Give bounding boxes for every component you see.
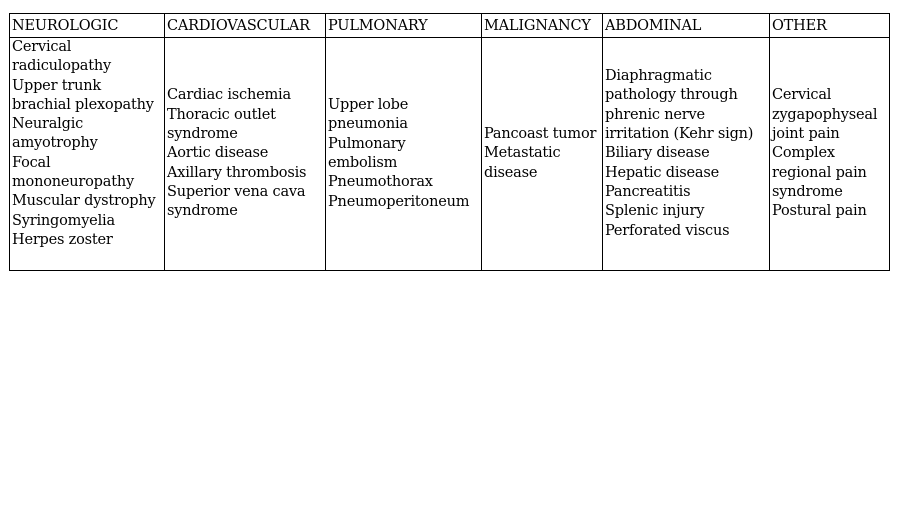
list-item: Upper trunk brachial plexopathy (12, 77, 154, 113)
header-cardiovascular: CARDIOVASCULAR (165, 14, 326, 38)
cell-malignancy (482, 38, 603, 271)
cell-cardiovascular (165, 38, 326, 271)
list-item: Pneumothorax (328, 174, 433, 191)
list-item: Syringomyelia (12, 212, 115, 229)
differential-diagnosis-table (9, 13, 890, 271)
header-abdominal: ABDOMINAL (603, 14, 770, 38)
list-item: Axillary thrombosis (167, 164, 307, 181)
header-pulmonary: PULMONARY (326, 14, 482, 38)
header-neurologic: NEUROLOGIC (10, 14, 165, 38)
list-item: Cervical zygapophyseal joint pain (772, 87, 878, 143)
cell-other (770, 38, 890, 271)
list-item: Pancoast tumor (484, 126, 597, 143)
list-item: Focal mononeuropathy (12, 154, 134, 191)
list-item: Pancreatitis (605, 183, 691, 200)
list-item: Cardiac ischemia (167, 87, 291, 104)
cell-abdominal (603, 38, 770, 271)
list-item: Aortic disease (167, 145, 269, 162)
list-item: Herpes zoster (12, 231, 113, 248)
header-other: OTHER (770, 14, 890, 38)
cell-neurologic (10, 38, 165, 271)
list-item: Muscular dystrophy (12, 193, 156, 210)
cell-pulmonary (326, 38, 482, 271)
list-item: Cervical radiculopathy (12, 39, 112, 75)
list-item: Pulmonary embolism (328, 135, 406, 171)
list-item: Thoracic outlet syndrome (167, 106, 276, 143)
list-item: Diaphragmatic pathology through phrenic nerve irritation (Kehr sign) (605, 68, 754, 143)
list-item: Splenic injury (605, 203, 705, 220)
header-malignancy: MALIGNANCY (482, 14, 603, 38)
list-item: Biliary disease (605, 145, 710, 162)
differential-diagnosis-table-container (9, 13, 889, 271)
list-item: Perforated viscus (605, 222, 730, 239)
list-item: Upper lobe pneumonia (328, 97, 409, 133)
list-item: Hepatic disease (605, 164, 719, 181)
list-item: Neuralgic amyotrophy (12, 116, 98, 152)
list-item: Pneumoperitoneum (328, 193, 470, 210)
list-item: Complex regional pain syndrome (772, 145, 867, 200)
table-header-row (10, 14, 890, 38)
list-item: Metastatic disease (484, 145, 561, 181)
list-item: Superior vena cava syndrome (167, 183, 306, 220)
list-item: Postural pain (772, 203, 867, 220)
table-body-row (10, 38, 890, 271)
